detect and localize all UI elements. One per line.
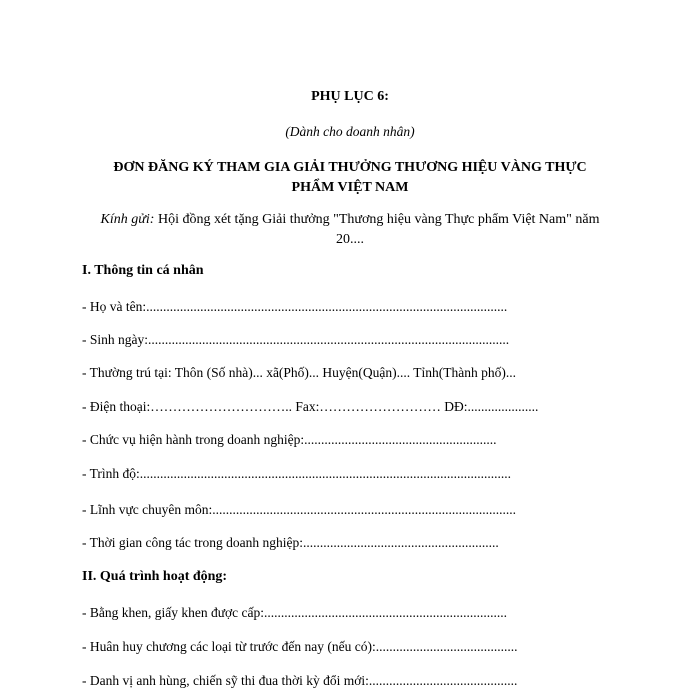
- recipient-block: [70, 210, 630, 250]
- field-birth-date: - Sinh ngày:...........................................................................................................: [82, 332, 510, 347]
- appendix-heading: PHỤ LỤC 6:: [311, 89, 389, 104]
- field-honorary-titles: - Danh vị anh hùng, chiến sỹ thi đua thời kỳ đổi mới:............................................: [82, 673, 518, 688]
- form-subtitle: (Dành cho doanh nhân): [285, 124, 415, 139]
- section-activity-heading: II. Quá trình hoạt động:: [82, 569, 228, 584]
- recipient-label: Kính gửi:: [100, 212, 155, 227]
- section-personal-info-heading: I. Thông tin cá nhân: [82, 263, 204, 278]
- field-phone-fax-mobile: - Điện thoại:………………………….. Fax:……………………… DĐ:.....................: [82, 399, 539, 414]
- field-full-name: - Họ và tên:...........................................................................................................: [82, 299, 508, 314]
- field-current-position: - Chức vụ hiện hành trong doanh nghiệp:.........................................................: [82, 432, 497, 447]
- recipient-year: 20....: [336, 232, 364, 247]
- form-title-line-1: ĐƠN ĐĂNG KÝ THAM GIA GIẢI THƯỞNG THƯƠNG HIỆU VÀNG THỰC: [113, 160, 587, 175]
- field-medals: - Huân huy chương các loại từ trước đến nay (nếu có):..........................................: [82, 639, 518, 654]
- field-working-time: - Thời gian công tác trong doanh nghiệp:..........................................................: [82, 535, 499, 550]
- field-residence: - Thường trú tại: Thôn (Số nhà)... xã(Phố)... Huyện(Quận).... Tỉnh(Thành phố)...: [82, 365, 517, 380]
- field-certificates: - Bằng khen, giấy khen được cấp:........................................................................: [82, 605, 508, 620]
- form-title-line-2: PHẨM VIỆT NAM: [291, 180, 409, 195]
- field-expertise: - Lĩnh vực chuyên môn:..........................................................................................: [82, 502, 517, 517]
- form-title: [70, 158, 630, 198]
- recipient-text: Hội đồng xét tặng Giải thưởng "Thương hiệu vàng Thực phẩm Việt Nam" năm: [154, 212, 600, 227]
- recipient-line-1: [70, 210, 630, 230]
- field-education-level: - Trình độ:..............................................................................................................: [82, 466, 512, 481]
